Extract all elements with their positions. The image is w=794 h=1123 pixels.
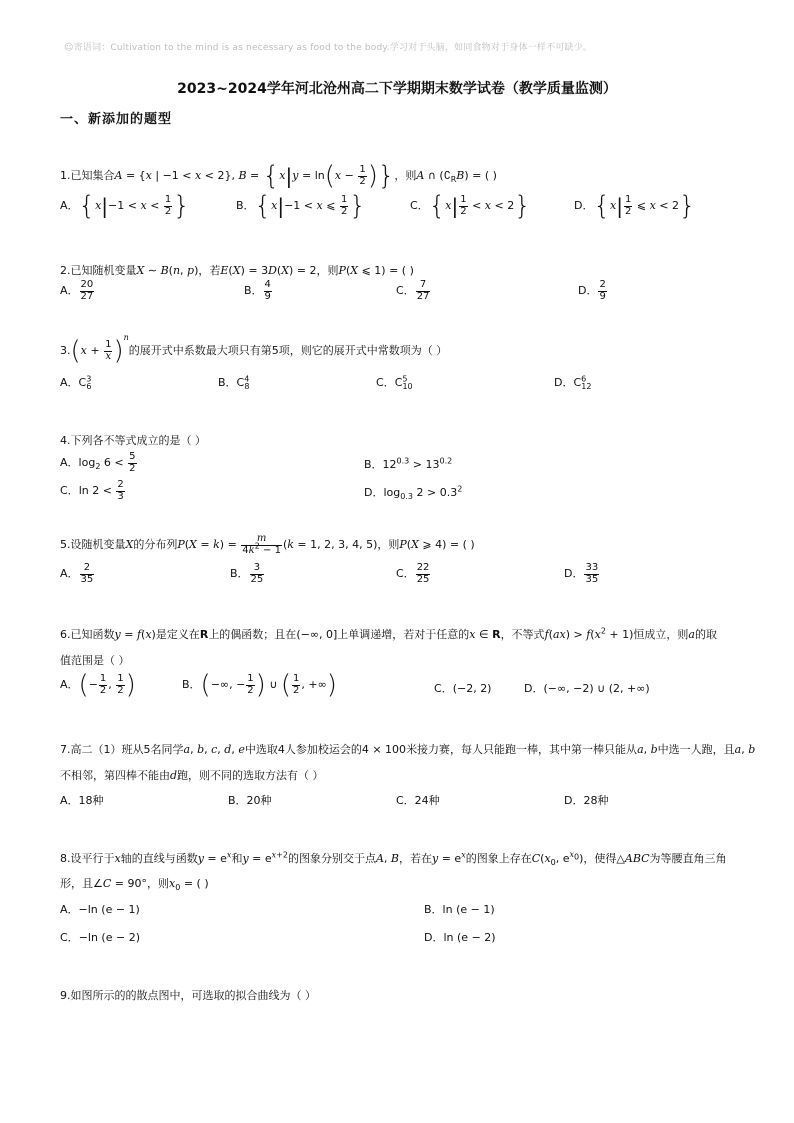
section-heading: 一、新添加的题型 xyxy=(60,112,173,127)
q2-option-c[interactable]: C． $\frac{7}{27}$ xyxy=(396,279,430,302)
question-8-stem-line1: 8.设平行于x轴的直线与函数$y = e^x$和$y = e^{x+2}$的图象分别交于点A, B，若在$y = e^x$的图象上存在$C(x_0$, $e^{x_0}$)，使得△ABC为等腰直角三角 xyxy=(60,850,727,868)
q1-option-d[interactable]: D．{x| $\frac{1}{2}$ ⩽ x < 2} xyxy=(574,191,696,221)
question-9-stem: 9.如图所示的的散点图中，可选取的拟合曲线为（ ） xyxy=(60,989,316,1002)
q5-option-d[interactable]: D． $\frac{33}{35}$ xyxy=(564,562,599,585)
q3-option-c[interactable]: C．$C^5_{10}$ xyxy=(376,374,413,392)
q8-option-a[interactable]: A．−ln (e − 1) xyxy=(60,903,140,916)
q5-option-c[interactable]: C． $\frac{22}{25}$ xyxy=(396,562,430,585)
q3-option-b[interactable]: B．$C^4_8$ xyxy=(218,374,250,392)
q2-option-b[interactable]: B． $\frac{4}{9}$ xyxy=(244,279,271,302)
question-8-stem-line2: 形，且∠C = 90°，则$x_0$ = ( ) xyxy=(60,877,209,893)
q2-option-d[interactable]: D． $\frac{2}{9}$ xyxy=(578,279,606,302)
q7-option-b[interactable]: B．20种 xyxy=(228,794,272,807)
q5-option-a[interactable]: A． $\frac{2}{35}$ xyxy=(60,562,94,585)
q6-option-a[interactable]: A．(− $\frac{1}{2}$ , $\frac{1}{2}$ ) xyxy=(60,670,136,700)
q4-option-b[interactable]: B．$12^{0.3} > 13^{0.2}$ xyxy=(364,456,453,471)
q6-option-b[interactable]: B．(−∞, − $\frac{1}{2}$ ) ∪ ( $\frac{1}{2}$ , +∞) xyxy=(182,670,337,700)
question-4-stem: 4.下列各不等式成立的是（ ） xyxy=(60,434,206,447)
q2-option-a[interactable]: A． $\frac{20}{27}$ xyxy=(60,279,94,302)
q1-option-a[interactable]: A．{x|−1 < x < $\frac{1}{2}$ } xyxy=(60,191,190,221)
question-6-stem-line2: 值范围是（ ） xyxy=(60,654,130,667)
q3-option-d[interactable]: D．$C^6_{12}$ xyxy=(554,374,592,392)
q1-option-c[interactable]: C．{x| $\frac{1}{2}$ < x < 2} xyxy=(410,191,531,221)
q7-option-d[interactable]: D．28种 xyxy=(564,794,609,807)
q7-option-a[interactable]: A．18种 xyxy=(60,794,104,807)
question-2-stem: 2.已知随机变量X ∼ B(n, p)，若E(X) = 3D(X) = 2，则P(X ⩽ 1) = ( ) xyxy=(60,264,414,277)
question-5-stem: 5.设随机变量X的分布列P(X = k) = $\frac{m}{4k^2 - 1}$ (k = 1, 2, 3, 4, 5)，则P(X ⩾ 4) = ( ) xyxy=(60,533,475,556)
q8-option-b[interactable]: B．ln (e − 1) xyxy=(424,903,495,916)
q6-option-d[interactable]: D．(−∞, −2) ∪ (2, +∞) xyxy=(524,682,650,695)
q6-option-c[interactable]: C．(−2, 2) xyxy=(434,682,492,695)
exam-title: 2023~2024学年河北沧州高二下学期期末数学试卷（教学质量监测） xyxy=(177,81,617,97)
q8-option-c[interactable]: C．−ln (e − 2) xyxy=(60,931,140,944)
motto-line: ☺寄语词：Cultivation to the mind is as necessary as food to the body.学习对于头脑，如同食物对于身体一样不可缺少。 xyxy=(64,43,593,53)
q4-option-c[interactable]: C．ln 2 < $\frac{2}{3}$ xyxy=(60,479,124,502)
question-6-stem-line1: 6.已知函数y = f(x)是定义在R上的偶函数；且在(−∞, 0]上单调递增，若对于任意的x ∈ R，不等式$f(ax) > f(x^2 + 1)$恒成立，则a的取 xyxy=(60,626,717,641)
question-1-stem: 1.已知集合A = {x | −1 < x < 2}, B = {x|y = ln(x − $\frac{1}{2}$ )}，则A ∩ $(∁_RB)$ = ( ) xyxy=(60,161,497,191)
q3-option-a[interactable]: A．$C^3_6$ xyxy=(60,374,92,392)
q5-option-b[interactable]: B． $\frac{3}{25}$ xyxy=(230,562,264,585)
question-7-stem-line2: 不相邻，第四棒不能由d跑，则不同的选取方法有（ ） xyxy=(60,769,324,782)
q7-option-c[interactable]: C．24种 xyxy=(396,794,440,807)
question-3-stem: 3.(x + $\frac{1}{x}$ )$^n$的展开式中系数最大项只有第5项，则它的展开式中常数项为（ ） xyxy=(60,333,448,366)
q4-option-a[interactable]: A．$\log_2 6$ < $\frac{5}{2}$ xyxy=(60,451,136,474)
q4-option-d[interactable]: D．$\log_{0.3} 2 > 0.3^2$ xyxy=(364,484,463,502)
q8-option-d[interactable]: D．ln (e − 2) xyxy=(424,931,496,944)
question-7-stem-line1: 7.高二（1）班从5名同学a, b, c, d, e中选取4人参加校运会的4 × 100米接力赛，每人只能跑一棒，其中第一棒只能从a, b中选一人跑，且a, b xyxy=(60,743,756,756)
q1-option-b[interactable]: B．{x|−1 < x ⩽ $\frac{1}{2}$ } xyxy=(236,191,366,221)
